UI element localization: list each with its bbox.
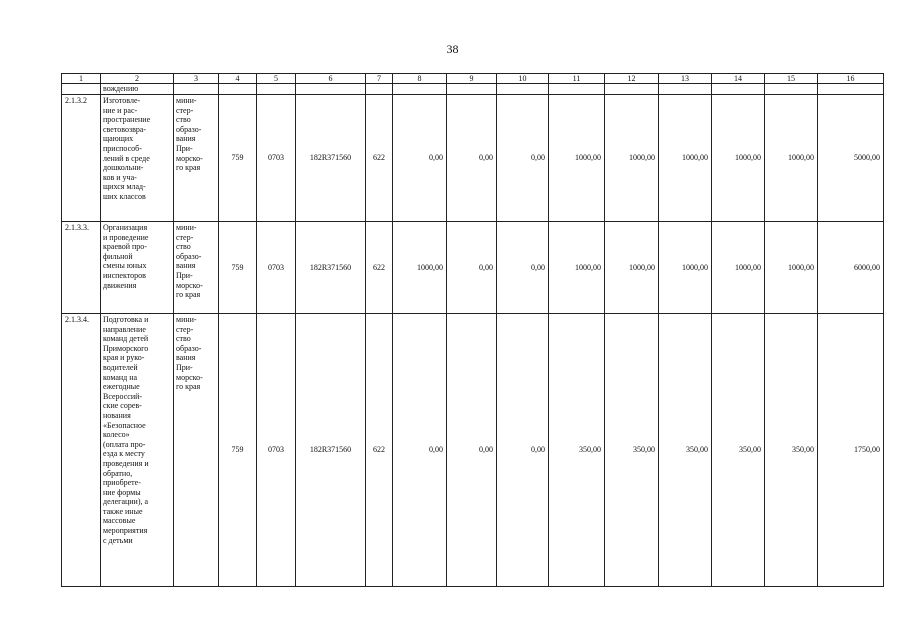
cell-amount: 1000,00: [765, 95, 818, 222]
cell-amount: 0,00: [497, 314, 549, 587]
cell-target-article: 182R371560: [296, 222, 366, 314]
cell-amount: 0,00: [497, 95, 549, 222]
row-name: Изготовле- ние и рас- пространение световозвра- щающих приспособ- лений в среде дошкольни- ков и уча- щихся млад- ших классов: [101, 95, 174, 222]
cell-amount: 350,00: [659, 314, 712, 587]
continuation-row: [62, 84, 884, 95]
cell-grbs: 759: [219, 95, 257, 222]
cell-amount: 1000,00: [605, 222, 659, 314]
cell-target-article: 182R371560: [296, 95, 366, 222]
cell-amount: 1000,00: [549, 222, 605, 314]
cell-amount: 1000,00: [659, 222, 712, 314]
row-executor: мини- стер- ство образо- вания При- морско- го края: [174, 314, 219, 587]
column-number: 9: [447, 74, 497, 84]
cell-total: 1750,00: [818, 314, 884, 587]
cell-amount: 1000,00: [659, 95, 712, 222]
cell-amount: 350,00: [605, 314, 659, 587]
column-number: 4: [219, 74, 257, 84]
cell-grbs: 759: [219, 222, 257, 314]
cell-expense-type: 622: [366, 95, 393, 222]
cell-total: 6000,00: [818, 222, 884, 314]
continuation-text: вождению: [101, 84, 174, 95]
row-code: 2.1.3.2: [62, 95, 101, 222]
cell-amount: 350,00: [549, 314, 605, 587]
cell-total: 5000,00: [818, 95, 884, 222]
budget-table: [61, 73, 884, 587]
column-number: 2: [101, 74, 174, 84]
cell-amount: 350,00: [712, 314, 765, 587]
cell-amount: 1000,00: [712, 222, 765, 314]
cell-amount: 350,00: [765, 314, 818, 587]
column-number: 7: [366, 74, 393, 84]
row-executor: мини- стер- ство образо- вания При- морско- го края: [174, 222, 219, 314]
table-row: [62, 95, 884, 222]
table-row: [62, 314, 884, 587]
cell-amount: 1000,00: [549, 95, 605, 222]
column-number: 16: [818, 74, 884, 84]
column-number: 11: [549, 74, 605, 84]
column-number-row: [62, 74, 884, 84]
cell-amount: 0,00: [447, 95, 497, 222]
cell-amount: 0,00: [447, 222, 497, 314]
column-number: 5: [257, 74, 296, 84]
cell-amount: 0,00: [497, 222, 549, 314]
row-executor: мини- стер- ство образо- вания При- морско- го края: [174, 95, 219, 222]
cell-grbs: 759: [219, 314, 257, 587]
column-number: 1: [62, 74, 101, 84]
cell-expense-type: 622: [366, 314, 393, 587]
column-number: 10: [497, 74, 549, 84]
cell-section: 0703: [257, 222, 296, 314]
row-code: 2.1.3.4.: [62, 314, 101, 587]
cell-amount: 1000,00: [765, 222, 818, 314]
cell-amount: 0,00: [393, 314, 447, 587]
column-number: 14: [712, 74, 765, 84]
column-number: 3: [174, 74, 219, 84]
column-number: 15: [765, 74, 818, 84]
cell-section: 0703: [257, 95, 296, 222]
cell-amount: 0,00: [393, 95, 447, 222]
row-name: Подготовка и направление команд детей Приморского края и руко- водителей команд на ежегодные Всероссий- ские сорев- нования «Безопасное колесо» (оплата про- езда к месту проведения и обратно, приобрете- ние формы делегации), а также иные массовые мероприятия с детьми: [101, 314, 174, 587]
row-name: Организация и проведение краевой про- фильной смены юных инспекторов движения: [101, 222, 174, 314]
column-number: 8: [393, 74, 447, 84]
table-row: [62, 222, 884, 314]
cell-amount: 0,00: [447, 314, 497, 587]
cell-amount: 1000,00: [393, 222, 447, 314]
cell-section: 0703: [257, 314, 296, 587]
column-number: 12: [605, 74, 659, 84]
cell-amount: 1000,00: [605, 95, 659, 222]
page-number: 38: [446, 42, 459, 56]
column-number: 6: [296, 74, 366, 84]
cell-expense-type: 622: [366, 222, 393, 314]
cell-amount: 1000,00: [712, 95, 765, 222]
row-code: 2.1.3.3.: [62, 222, 101, 314]
cell-target-article: 182R371560: [296, 314, 366, 587]
column-number: 13: [659, 74, 712, 84]
